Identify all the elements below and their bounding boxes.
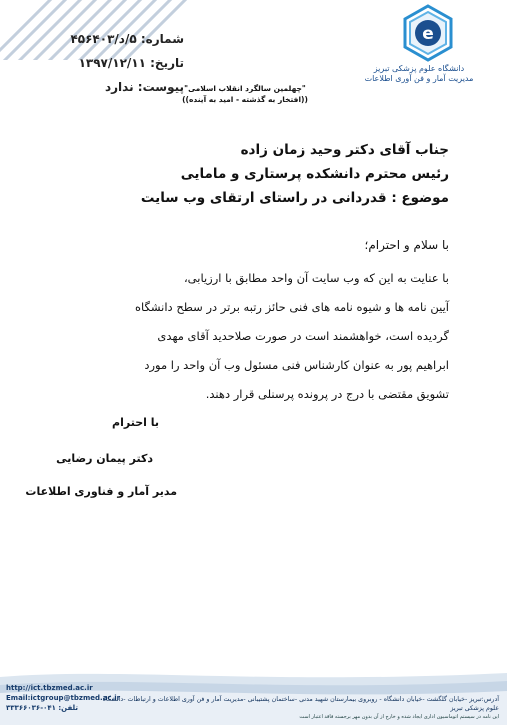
body-paragraph xyxy=(60,264,449,409)
university-logo-icon xyxy=(399,4,457,62)
validity-notice: این نامه در سیستم اتوماسیون اداری ایجاد شده و خارج از آن بدون مهر برجسته فاقد اعتبار است xyxy=(299,714,499,720)
body-line: تشویق مقتضی با درج در پرونده پرسنلی قرار دهند. xyxy=(205,387,449,401)
org-line-1: دانشگاه علوم پزشکی تبریز xyxy=(373,64,465,73)
org-line-2: مدیریت آمار و فن آوری اطلاعات xyxy=(364,74,474,83)
greeting: با سلام و احترام؛ xyxy=(364,238,449,252)
body-line: گردیده است، خواهشمند است در صورت صلاحدید آقای مهدی xyxy=(157,329,449,343)
signer-title: مدیر آمار و فناوری اطلاعات xyxy=(25,485,177,498)
closing: با احترام xyxy=(112,416,159,429)
email-link[interactable]: Email:ictgroup@tbzmed.ac.ir xyxy=(6,694,121,702)
letter-date: تاریخ: ۱۳۹۷/۱۲/۱۱ xyxy=(78,56,184,70)
slogan-line-2: ((افتخار به گذشته - امید به آینده)) xyxy=(182,95,308,104)
slogan xyxy=(170,83,320,105)
footer xyxy=(0,663,507,725)
recipient-name: جناب آقای دکتر وحید زمان زاده xyxy=(240,142,449,158)
address-text: آدرس:تبریز -خیابان گلگشت -خیابان دانشگاه - روبروی بیمارستان شهید مدنی -ساختمان پشتیبانی -مدیریت آمار و فن آوری اطلاعات و ارتباطات -دانشگاه علوم پزشکی تبریز xyxy=(102,696,499,712)
body-line: ابراهیم پور به عنوان کارشناس فنی مسئول وب آن واحد را مورد xyxy=(144,358,449,372)
body-line: با عنایت به این که وب سایت آن واحد مطابق با ارزیابی، xyxy=(183,271,449,285)
svg-text:e: e xyxy=(422,24,434,44)
phone-number: تلفن: ۰۴۱-۳۳۳۶۶۰۳۶ xyxy=(6,704,78,712)
letter-number: شماره: ۵/د/۴۵۶۴۰۳ xyxy=(70,32,184,46)
slogan-line-1: "چهلمین سالگرد انقلاب اسلامی" xyxy=(184,84,306,93)
letter-attachment: پیوست: ندارد xyxy=(104,80,184,94)
letter-body xyxy=(60,138,449,409)
recipient-title: رئیس محترم دانشکده پرستاری و مامایی xyxy=(180,166,449,182)
letter-subject: موضوع : قدردانی در راستای ارتقای وب سایت xyxy=(140,190,449,206)
website-link[interactable]: http://ict.tbzmed.ac.ir xyxy=(6,684,93,692)
letter-metadata xyxy=(44,27,184,99)
signer-name: دکتر پیمان رضایی xyxy=(56,452,153,465)
body-line: آیین نامه ها و شیوه نامه های فنی حائز رتبه برتر در سطح دانشگاه xyxy=(135,300,449,314)
signature-block xyxy=(17,415,177,500)
footer-address-block xyxy=(89,695,499,722)
organization-name xyxy=(349,64,489,84)
